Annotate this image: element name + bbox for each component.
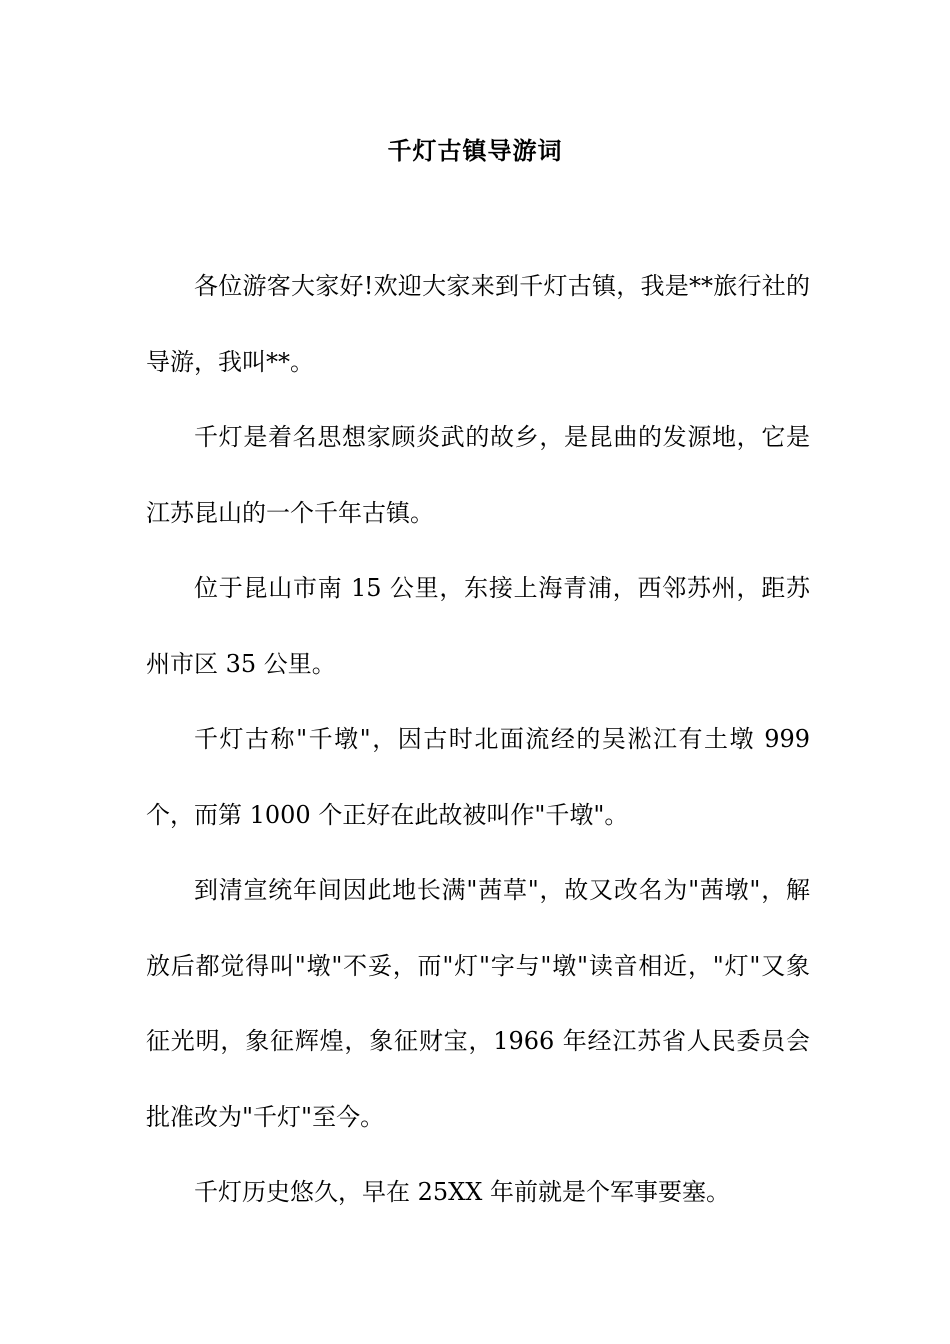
document-title: 千灯古镇导游词 xyxy=(387,136,563,165)
paragraph-greeting: 各位游客大家好!欢迎大家来到千灯古镇，我是**旅行社的导游，我叫**。 xyxy=(146,272,810,376)
paragraph-name-change: 到清宣统年间因此地长满"茜草"，故又改名为"茜墩"，解放后都觉得叫"墩"不妥，而"灯"字与"墩"读音相近，"灯"又象征光明，象征辉煌，象征财宝，1966 年经江苏省人民委员会批准改为"千灯"至今。 xyxy=(146,876,810,1131)
paragraph-location: 位于昆山市南 15 公里，东接上海青浦，西邻苏州，距苏州市区 35 公里。 xyxy=(146,574,810,678)
paragraph-ancient-name: 千灯古称"千墩"，因古时北面流经的吴淞江有土墩 999 个，而第 1000 个正好在此故被叫作"千墩"。 xyxy=(146,725,810,829)
paragraph-hometown: 千灯是着名思想家顾炎武的故乡，是昆曲的发源地，它是江苏昆山的一个千年古镇。 xyxy=(146,423,810,527)
document-body xyxy=(146,249,810,1231)
paragraph-history: 千灯历史悠久，早在 25XX 年前就是个军事要塞。 xyxy=(194,1178,730,1206)
